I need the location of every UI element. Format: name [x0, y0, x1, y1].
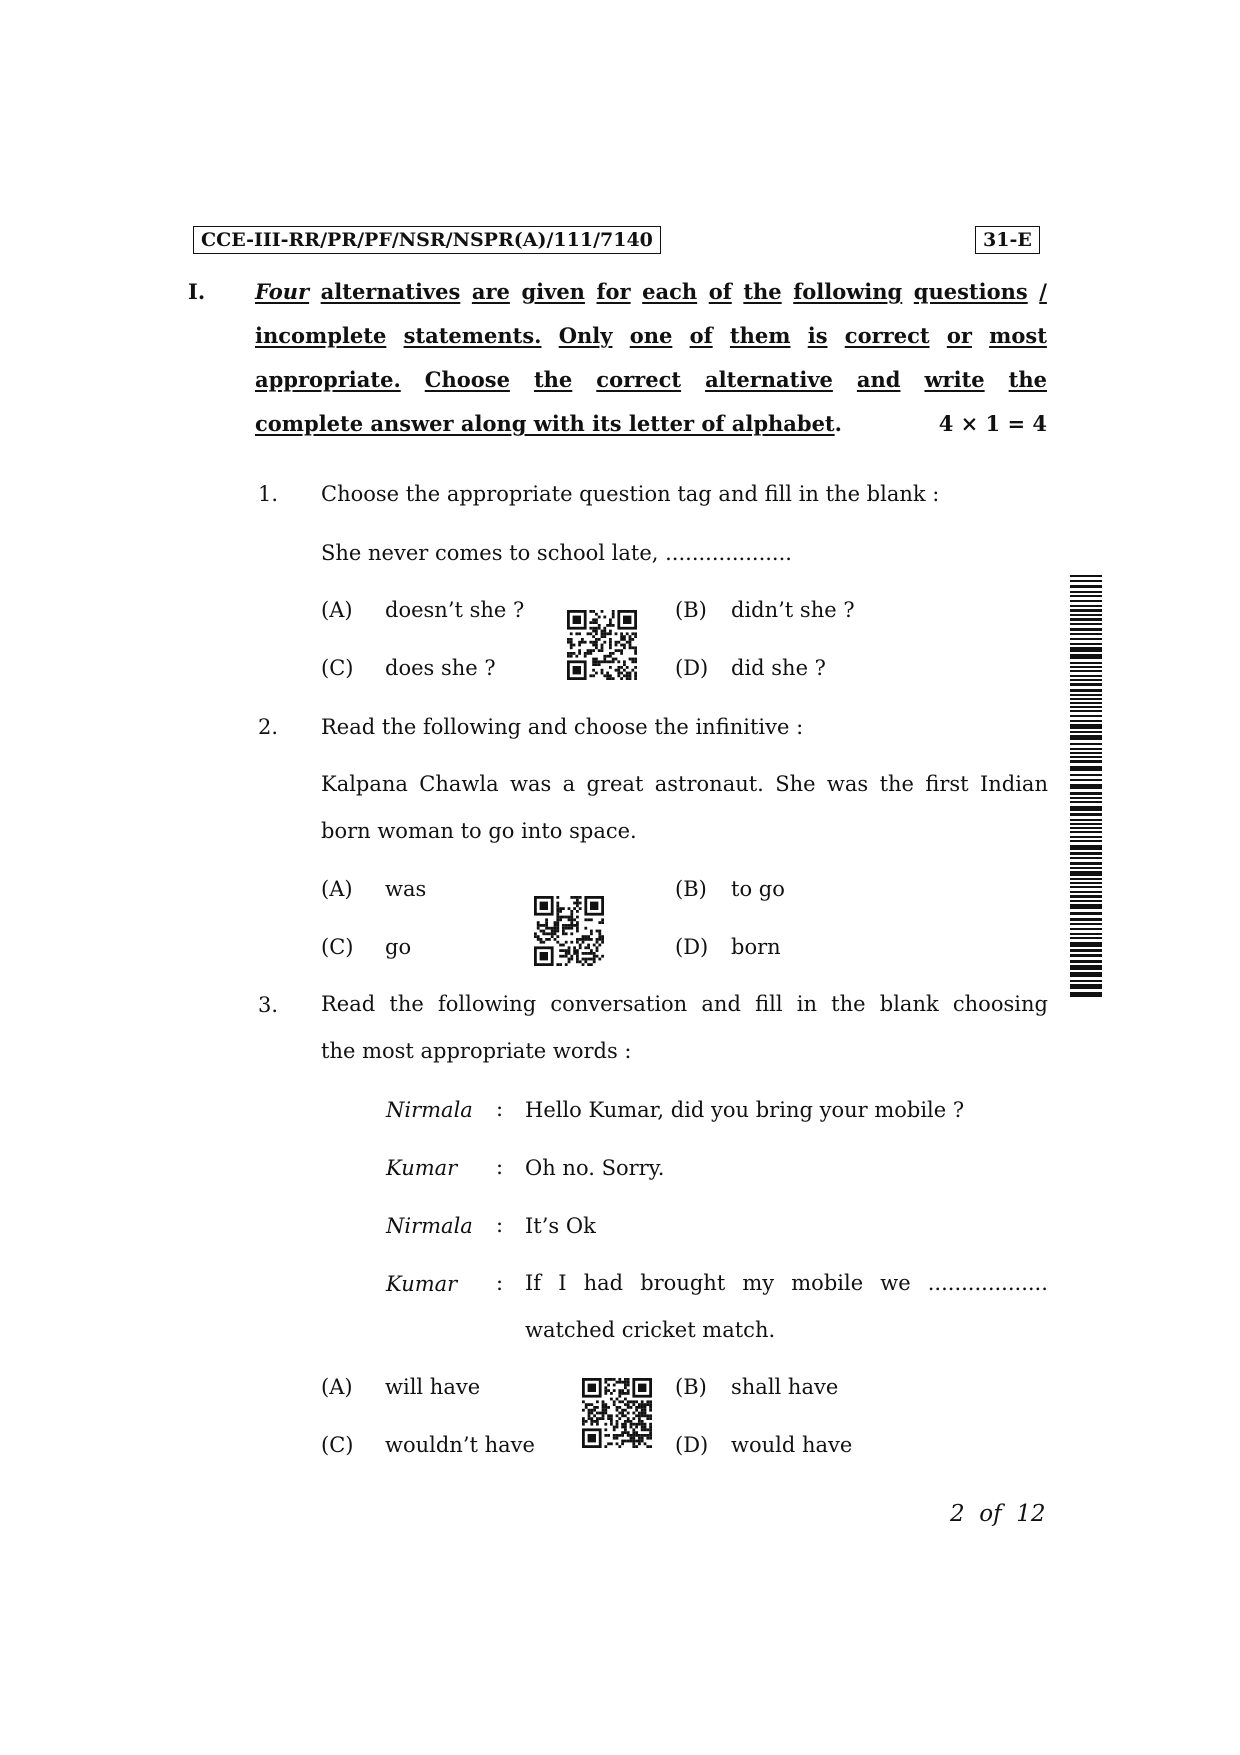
word: I — [558, 1271, 567, 1295]
paper-code: CCE-III-RR/PR/PF/NSR/NSPR(A)/111/7140 — [193, 226, 661, 254]
word: Choose — [424, 367, 510, 392]
q2-option-a-label: (A) — [321, 877, 353, 901]
qr-code-1 — [567, 610, 637, 680]
instruction-line-3 — [255, 367, 1047, 411]
word: is — [807, 323, 828, 348]
word: was — [509, 772, 552, 796]
q3-option-d: would have — [731, 1433, 853, 1457]
dialogue-colon-3: : — [496, 1213, 504, 1237]
word: Kalpana — [321, 772, 408, 796]
instruction-last: complete answer along with its letter of alphabet — [255, 411, 835, 436]
q2-option-a: was — [385, 877, 427, 901]
page-number: 2 of 12 — [950, 1501, 1046, 1527]
q2-prompt: Read the following and choose the infinitive : — [321, 715, 804, 739]
word: mobile — [791, 1271, 864, 1295]
dialogue-line-3: It’s Ok — [525, 1214, 596, 1238]
q1-option-d-label: (D) — [675, 656, 709, 680]
word: following — [793, 279, 903, 304]
word: the — [743, 279, 782, 304]
instruction-period: . — [834, 411, 842, 436]
word: the — [533, 367, 573, 392]
word: was — [826, 772, 869, 796]
q3-prompt-line-1 — [321, 992, 1048, 1016]
word: Indian — [979, 772, 1048, 796]
word: correct — [844, 323, 930, 348]
word: each — [642, 279, 698, 304]
word: great — [586, 772, 644, 796]
word: choosing — [952, 992, 1048, 1016]
q2-passage-line-2: born woman to go into space. — [321, 819, 637, 843]
word: first — [925, 772, 969, 796]
q2-option-d: born — [731, 935, 781, 959]
q2-option-d-label: (D) — [675, 935, 709, 959]
word: or — [946, 323, 972, 348]
word: and — [856, 367, 901, 392]
word: questions — [913, 279, 1028, 304]
word: the — [389, 992, 424, 1016]
q3-option-c: wouldn’t have — [385, 1433, 535, 1457]
dialogue-speaker-4: Kumar — [386, 1272, 458, 1296]
q2-option-c-label: (C) — [321, 935, 354, 959]
word: following — [437, 992, 537, 1016]
word: the — [1008, 367, 1047, 392]
q2-option-b: to go — [731, 877, 785, 901]
section-instruction — [255, 279, 1047, 441]
word: are — [471, 279, 510, 304]
dialogue-speaker-1: Nirmala — [386, 1098, 473, 1122]
q1-option-a: doesn’t she ? — [385, 598, 525, 622]
dialogue-colon-1: : — [496, 1097, 504, 1121]
qr-code-3 — [582, 1378, 652, 1448]
instruction-line-1 — [255, 279, 1047, 323]
word: Only — [558, 323, 613, 348]
q3-option-a: will have — [385, 1375, 481, 1399]
dialogue-speaker-3: Nirmala — [386, 1214, 473, 1238]
word: / — [1039, 279, 1047, 304]
q1-number: 1. — [258, 482, 279, 506]
q3-option-c-label: (C) — [321, 1433, 354, 1457]
subject-code: 31-E — [975, 226, 1040, 254]
q3-option-b: shall have — [731, 1375, 839, 1399]
word: of — [708, 279, 732, 304]
word: and — [701, 992, 741, 1016]
dialogue-colon-4: : — [496, 1271, 504, 1295]
word: the — [831, 992, 866, 1016]
dialogue-line-1: Hello Kumar, did you bring your mobile ? — [525, 1098, 965, 1122]
word: If — [525, 1271, 542, 1295]
instruction-line-4 — [255, 411, 1047, 441]
marks: 4 × 1 = 4 — [938, 411, 1047, 436]
barcode — [1070, 575, 1102, 997]
word: statements. — [403, 323, 542, 348]
section-number: I. — [188, 279, 206, 304]
word: the — [879, 772, 914, 796]
word: alternatives — [320, 279, 461, 304]
q2-option-b-label: (B) — [675, 877, 707, 901]
q1-prompt: Choose the appropriate question tag and fill in the blank : — [321, 482, 940, 506]
qr-code-2 — [534, 896, 604, 966]
word: correct — [596, 367, 682, 392]
word: incomplete — [255, 323, 387, 348]
word: we — [880, 1271, 911, 1295]
word: She — [775, 772, 816, 796]
word: had — [583, 1271, 624, 1295]
q1-option-b-label: (B) — [675, 598, 707, 622]
word: alternative — [705, 367, 833, 392]
dialogue-speaker-2: Kumar — [386, 1156, 458, 1180]
word: most — [989, 323, 1047, 348]
q1-sentence: She never comes to school late, ................... — [321, 541, 792, 565]
q3-prompt-line-2: the most appropriate words : — [321, 1039, 632, 1063]
q2-number: 2. — [258, 715, 279, 739]
q1-option-c-label: (C) — [321, 656, 354, 680]
word: blank — [879, 992, 939, 1016]
q1-option-a-label: (A) — [321, 598, 353, 622]
word: of — [689, 323, 713, 348]
q2-option-c: go — [385, 935, 412, 959]
dialogue-line-2: Oh no. Sorry. — [525, 1156, 665, 1180]
word: Chawla — [419, 772, 499, 796]
instruction-line-2 — [255, 323, 1047, 367]
word: conversation — [550, 992, 688, 1016]
word: appropriate. — [255, 367, 401, 392]
q1-option-c: does she ? — [385, 656, 496, 680]
dialogue-line-4b: watched cricket match. — [525, 1318, 776, 1342]
word: .................. — [927, 1271, 1048, 1295]
word: in — [796, 992, 817, 1016]
word: a — [562, 772, 576, 796]
q1-option-b: didn’t she ? — [731, 598, 855, 622]
word: Read — [321, 992, 376, 1016]
word: given — [521, 279, 585, 304]
q3-option-d-label: (D) — [675, 1433, 709, 1457]
dialogue-colon-2: : — [496, 1155, 504, 1179]
dialogue-line-4 — [525, 1271, 1048, 1295]
word: fill — [755, 992, 783, 1016]
q2-passage-line-1 — [321, 772, 1048, 796]
word: brought — [640, 1271, 726, 1295]
word: Four — [255, 279, 310, 304]
word: for — [596, 279, 631, 304]
word: astronaut. — [654, 772, 764, 796]
q3-option-b-label: (B) — [675, 1375, 707, 1399]
word: one — [629, 323, 673, 348]
q1-option-d: did she ? — [731, 656, 826, 680]
word: write — [924, 367, 985, 392]
word: them — [729, 323, 791, 348]
q3-option-a-label: (A) — [321, 1375, 353, 1399]
word: my — [742, 1271, 775, 1295]
q3-number: 3. — [258, 993, 279, 1017]
